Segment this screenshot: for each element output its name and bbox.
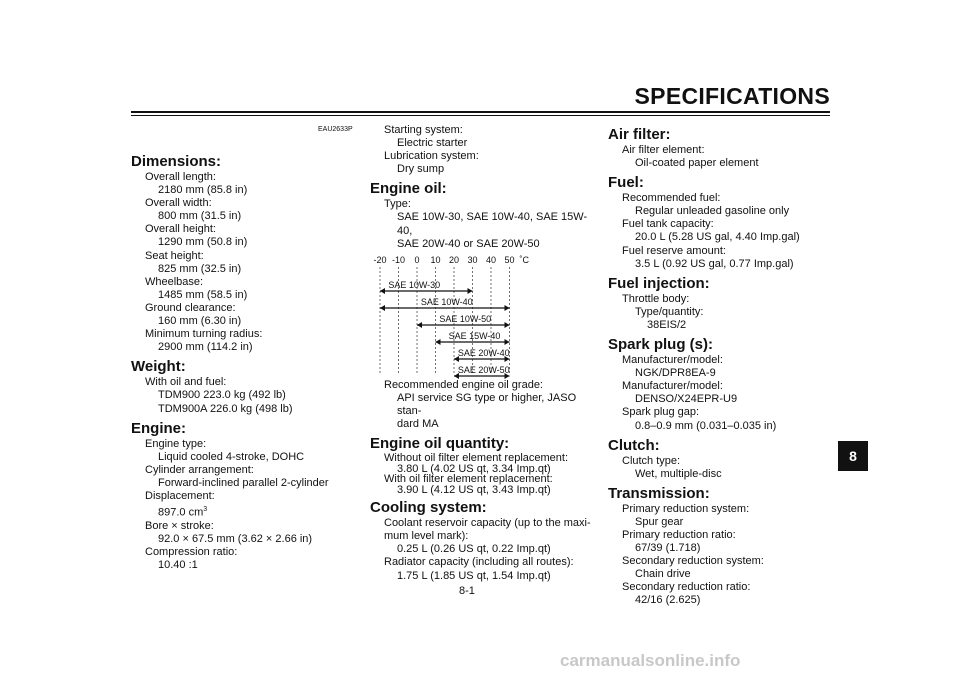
arrow-head-left <box>417 322 422 328</box>
oil-grade-label: SAE 20W-40 <box>457 347 510 358</box>
spec-value: 3.80 L (4.02 US qt, 3.34 Imp.qt) <box>397 462 551 475</box>
spark-plug-heading: Spark plug (s): <box>608 336 714 354</box>
spec-label: Without oil filter element replacement: <box>384 452 569 465</box>
spec-value: SAE 20W-40 or SAE 20W-50 <box>397 237 540 250</box>
section-code: EAU2633P <box>318 126 353 133</box>
spec-label: Manufacturer/model: <box>622 354 723 367</box>
spec-value: 2900 mm (114.2 in) <box>158 341 253 354</box>
spec-label: Starting system: <box>384 124 463 136</box>
spec-label: Displacement: <box>145 489 215 502</box>
air-filter-heading: Air filter: <box>608 126 671 143</box>
spec-label: Radiator capacity (including all routes): <box>384 556 574 569</box>
spec-value: dard MA <box>397 418 439 431</box>
page-number: 8-1 <box>459 585 475 597</box>
spec-value: 1.75 L (1.85 US qt, 1.54 Imp.qt) <box>397 569 551 582</box>
arrow-head-right <box>505 339 510 345</box>
spec-label: With oil and fuel: <box>145 376 227 389</box>
arrow-head-left <box>380 288 385 294</box>
header-rule-thin <box>131 115 830 116</box>
oil-grade-label: SAE 10W-30 <box>388 279 441 290</box>
arrow-head-right <box>505 305 510 311</box>
header-rule <box>131 111 830 113</box>
engine-heading: Engine: <box>131 419 186 437</box>
spec-label: Secondary reduction ratio: <box>622 581 751 594</box>
spec-value: 160 mm (6.30 in) <box>158 315 242 328</box>
oil-grade-label: SAE 10W-50 <box>439 313 492 324</box>
spec-label: Air filter element: <box>622 144 705 156</box>
oil-grade-label: SAE 15W-40 <box>448 330 501 341</box>
spec-label: Ground clearance: <box>145 301 236 314</box>
spec-label: Lubrication system: <box>384 150 479 163</box>
tick-label: 40 <box>485 254 497 265</box>
spec-value: TDM900A 226.0 kg (498 lb) <box>158 402 293 415</box>
spec-label: Recommended fuel: <box>622 192 721 205</box>
tick-label: 20 <box>448 254 460 265</box>
spec-value: Liquid cooled 4-stroke, DOHC <box>158 450 305 463</box>
spec-value: 825 mm (32.5 in) <box>158 262 242 275</box>
spec-label: Fuel reserve amount: <box>622 244 726 257</box>
spec-value: NGK/DPR8EA-9 <box>635 367 716 380</box>
spec-value: Chain drive <box>635 568 691 581</box>
spec-value: Electric starter <box>397 137 468 150</box>
oil-grade-label: SAE 20W-50 <box>457 364 510 375</box>
spec-value: Oil-coated paper element <box>635 157 759 170</box>
spec-value: Forward-inclined parallel 2-cylinder <box>158 476 329 489</box>
oil-viscosity-chart <box>370 251 600 379</box>
spec-label: Compression ratio: <box>145 546 238 558</box>
arrow-head-right <box>505 322 510 328</box>
tick-label: -20 <box>373 254 387 265</box>
column-2 <box>370 124 600 583</box>
spec-value: 92.0 × 67.5 mm (3.62 × 2.66 in) <box>158 532 313 545</box>
tick-label: 0 <box>414 254 420 265</box>
fuel-injection-heading: Fuel injection: <box>608 274 710 292</box>
spec-value: 1290 mm (50.8 in) <box>158 236 248 249</box>
spec-value: 2180 mm (85.8 in) <box>158 184 248 197</box>
spec-value: Dry sump <box>397 163 445 176</box>
engine-oil-heading: Engine oil: <box>370 180 447 198</box>
spec-value: 3.5 L (0.92 US gal, 0.77 Imp.gal) <box>635 257 794 270</box>
page-title: SPECIFICATIONS <box>634 83 830 109</box>
spec-label: Type/quantity: <box>635 305 704 318</box>
spec-value <box>131 503 361 520</box>
column-1 <box>131 149 361 572</box>
arrow-head-left <box>380 305 385 311</box>
arrow-head-left <box>436 339 441 345</box>
spec-label: Engine type: <box>145 437 207 450</box>
spec-label: Bore × stroke: <box>145 519 214 532</box>
spec-value: 42/16 (2.625) <box>635 594 701 607</box>
spec-label: Primary reduction ratio: <box>622 528 736 541</box>
weight-heading: Weight: <box>131 358 186 376</box>
spec-label: Recommended engine oil grade: <box>384 378 543 391</box>
spec-label: Throttle body: <box>622 292 690 305</box>
spec-value: 0.25 L (0.26 US qt, 0.22 Imp.qt) <box>397 543 551 556</box>
spec-label: Manufacturer/model: <box>622 380 723 393</box>
unit-label: ˚C <box>519 254 529 265</box>
cooling-heading: Cooling system: <box>370 499 487 517</box>
column-3 <box>608 122 833 608</box>
spec-value: Spur gear <box>635 515 684 528</box>
spec-label: Type: <box>384 198 411 211</box>
spec-value: 0.8–0.9 mm (0.031–0.035 in) <box>635 419 777 432</box>
chapter-tab[interactable]: 8 <box>838 441 868 471</box>
spec-label: Primary reduction system: <box>622 502 750 515</box>
spec-label: Spark plug gap: <box>622 406 700 419</box>
spec-value: 38EIS/2 <box>647 318 687 331</box>
spec-label: Overall height: <box>145 223 216 236</box>
spec-label: Clutch type: <box>622 454 681 467</box>
oil-grade-label: SAE 10W-40 <box>420 296 473 307</box>
spec-label: Seat height: <box>145 249 204 262</box>
spec-value: 20.0 L (5.28 US gal, 4.40 Imp.gal) <box>635 231 800 244</box>
spec-value: 3.90 L (4.12 US qt, 3.43 Imp.qt) <box>397 483 551 496</box>
spec-label: mum level mark): <box>384 530 469 543</box>
dimensions-heading: Dimensions: <box>131 153 222 170</box>
displacement-value: 897.0 cm <box>158 506 204 519</box>
spec-value: Wet, multiple-disc <box>635 467 722 480</box>
unit-superscript: 3 <box>203 506 208 514</box>
fuel-heading: Fuel: <box>608 174 644 192</box>
tick-label: 50 <box>504 254 515 265</box>
arrow-head-right <box>468 288 473 294</box>
tick-label: -10 <box>391 254 406 265</box>
spec-value: 10.40 :1 <box>158 559 198 572</box>
spec-label: Fuel tank capacity: <box>622 218 714 231</box>
clutch-heading: Clutch: <box>608 436 660 454</box>
spec-label: Minimum turning radius: <box>145 328 263 341</box>
watermark: carmanualsonline.info <box>560 651 741 670</box>
spec-label: Overall width: <box>145 197 212 210</box>
spec-value: 67/39 (1.718) <box>635 542 701 555</box>
oil-quantity-heading: Engine oil quantity: <box>370 435 510 453</box>
spec-label: Wheelbase: <box>145 275 204 288</box>
spec-value: 1485 mm (58.5 in) <box>158 288 248 301</box>
spec-label: Cylinder arrangement: <box>145 463 254 476</box>
spec-label: With oil filter element replacement: <box>384 473 553 486</box>
spec-label: Overall length: <box>145 171 216 183</box>
spec-value: 800 mm (31.5 in) <box>158 210 242 223</box>
tick-label: 10 <box>430 254 441 265</box>
spec-value: API service SG type or higher, JASO stan- <box>397 391 577 417</box>
spec-label: Secondary reduction system: <box>622 555 764 568</box>
transmission-heading: Transmission: <box>608 484 710 502</box>
spec-label: Coolant reservoir capacity (up to the maxi- <box>384 517 591 530</box>
spec-value: Regular unleaded gasoline only <box>635 205 790 218</box>
spec-value: SAE 10W-30, SAE 10W-40, SAE 15W-40, <box>397 211 588 237</box>
tick-label: 30 <box>467 254 478 265</box>
spec-value: DENSO/X24EPR-U9 <box>635 393 738 406</box>
spec-value: TDM900 223.0 kg (492 lb) <box>158 389 286 402</box>
